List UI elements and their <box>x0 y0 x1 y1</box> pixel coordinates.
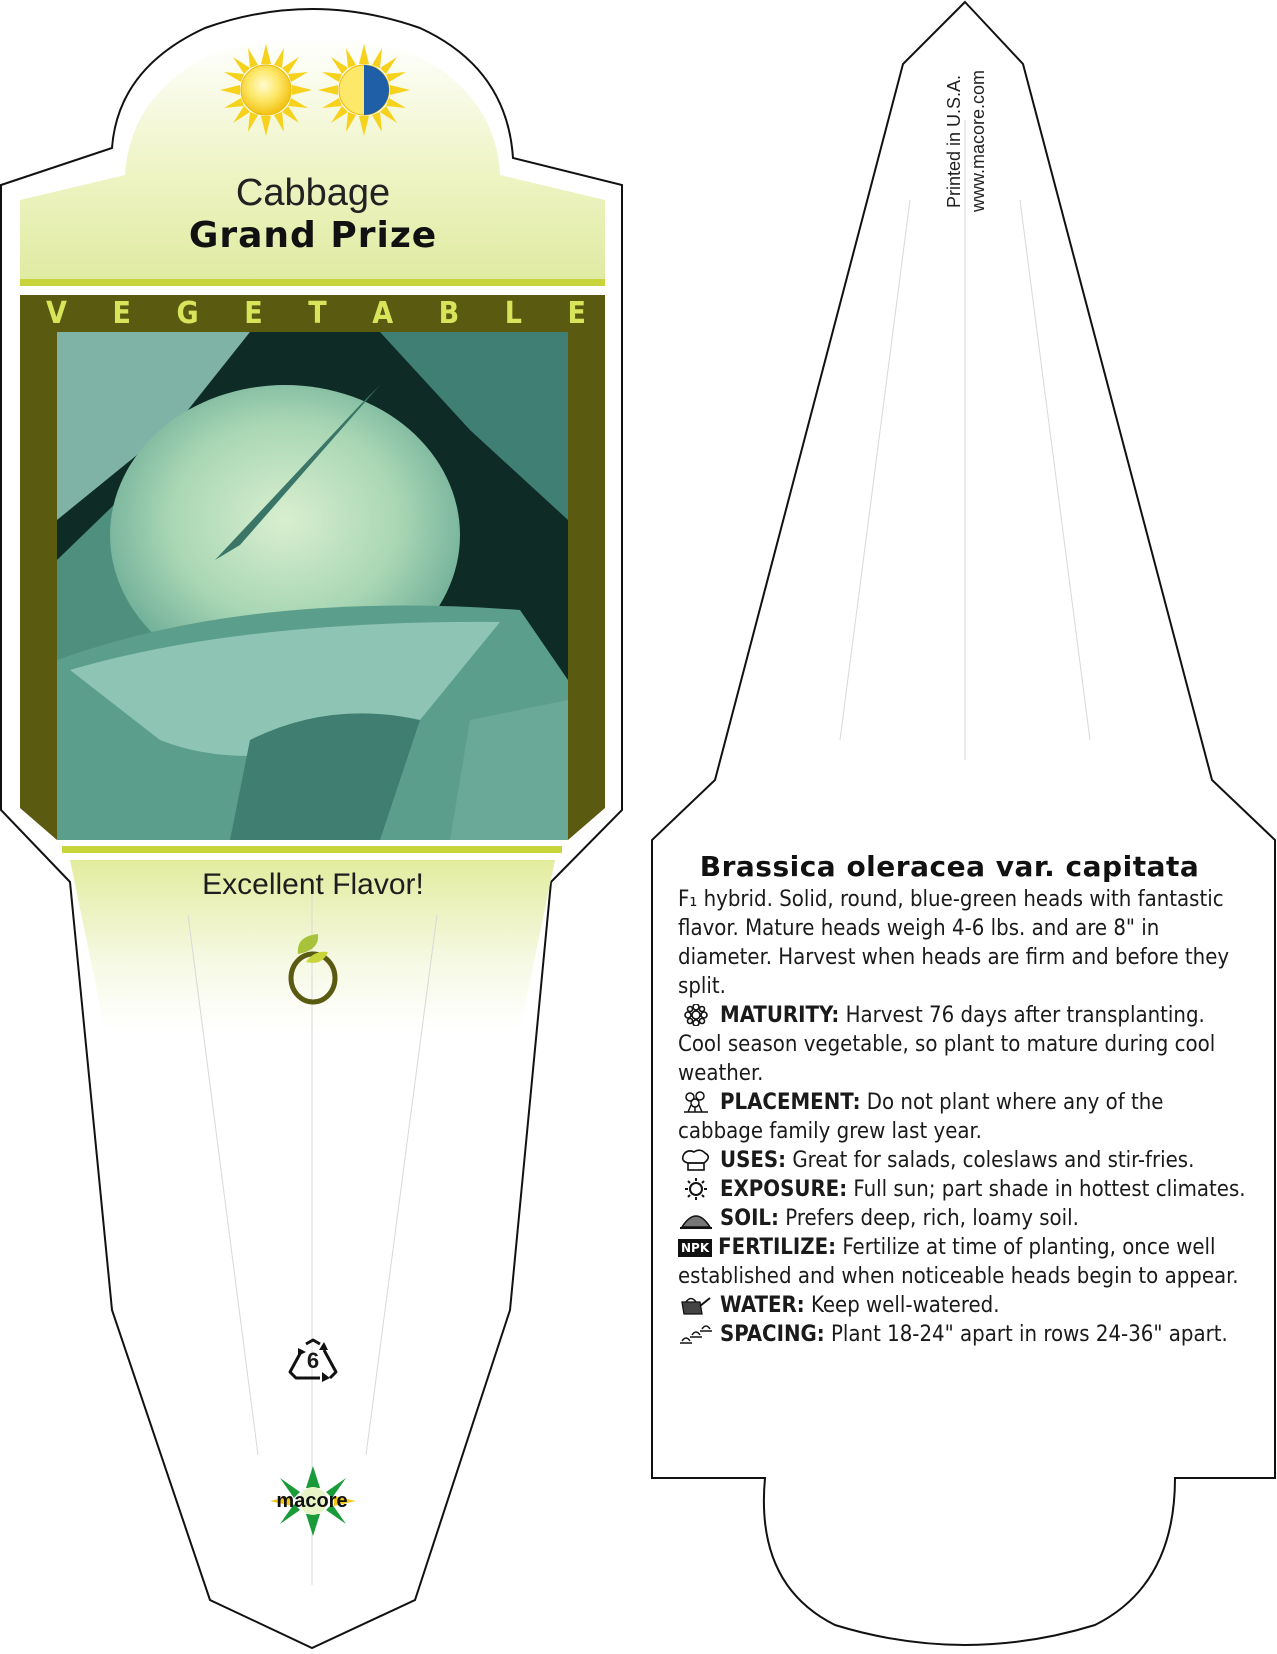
section-label: SPACING: <box>720 1322 825 1347</box>
category-letter: E <box>112 296 131 331</box>
section-label: EXPOSURE: <box>720 1177 848 1202</box>
watering-can-icon <box>678 1294 714 1316</box>
category-letter: T <box>308 296 327 331</box>
header-divider <box>20 279 605 286</box>
category-letter: A <box>372 296 394 331</box>
section-text: Fertilize at time of planting, once well established and when noticeable heads begin to appear. <box>678 1235 1239 1289</box>
footer-divider <box>62 846 562 853</box>
section-label: FERTILIZE: <box>718 1235 837 1260</box>
full-sun-icon <box>220 44 312 136</box>
category-label <box>46 296 586 331</box>
back-tag-outline <box>652 2 1275 1645</box>
section-label: PLACEMENT: <box>720 1090 861 1115</box>
sun-outline-icon <box>678 1178 714 1200</box>
recycle-number: 6 <box>306 1348 320 1373</box>
section-soil <box>678 1204 1248 1233</box>
plant-cluster-icon <box>678 1091 714 1113</box>
printed-in-label: Printed in U.S.A. <box>944 74 964 208</box>
section-text: Do not plant where any of the cabbage family grew last year. <box>678 1090 1164 1144</box>
section-text: Full sun; part shade in hottest climates. <box>853 1177 1246 1202</box>
section-text: Great for salads, coleslaws and stir-fries. <box>792 1148 1195 1173</box>
section-label: WATER: <box>720 1293 805 1318</box>
category-letter: E <box>244 296 263 331</box>
flower-icon <box>678 1004 714 1026</box>
brand-name: macore <box>276 1490 348 1512</box>
section-placement <box>678 1088 1248 1146</box>
soil-mound-icon <box>678 1207 714 1229</box>
section-label: USES: <box>720 1148 787 1173</box>
chef-hat-icon <box>678 1149 714 1171</box>
section-spacing <box>678 1320 1248 1349</box>
spacing-icon <box>678 1323 714 1345</box>
section-maturity <box>678 1001 1248 1088</box>
care-instructions <box>678 885 1248 1349</box>
npk-icon: NPK <box>678 1239 712 1257</box>
section-fertilize <box>678 1233 1248 1291</box>
section-uses <box>678 1146 1248 1175</box>
tagline: Excellent Flavor! <box>202 868 424 901</box>
scientific-name: Brassica oleracea var. capitata <box>699 850 1200 883</box>
category-letter: E <box>567 296 586 331</box>
section-label: SOIL: <box>720 1206 779 1231</box>
plant-name: Cabbage <box>235 172 391 214</box>
seedling-icon <box>284 932 342 1006</box>
category-letter: B <box>438 296 460 331</box>
intro-text: F₁ hybrid. Solid, round, blue-green heads with fantastic flavor. Mature heads weigh 4-6 lbs. and are 8" in diameter. Harvest when heads are firm and before they split. <box>678 887 1230 999</box>
section-exposure <box>678 1175 1248 1204</box>
section-text: Plant 18-24" apart in rows 24-36" apart. <box>830 1322 1228 1347</box>
section-text: Prefers deep, rich, loamy soil. <box>785 1206 1079 1231</box>
category-letter: V <box>46 296 67 331</box>
category-letter: G <box>176 296 199 331</box>
cabbage-photo <box>57 332 568 840</box>
website-label: www.macore.com <box>968 69 988 212</box>
part-sun-icon <box>318 44 410 136</box>
section-label: MATURITY: <box>720 1003 840 1028</box>
category-letter: L <box>504 296 522 331</box>
section-text: Keep well-watered. <box>810 1293 1000 1318</box>
section-water <box>678 1291 1248 1320</box>
section-text: Harvest 76 days after transplanting. Cool season vegetable, so plant to mature during cool weather. <box>678 1003 1216 1086</box>
variety-name: Grand Prize <box>188 215 438 256</box>
